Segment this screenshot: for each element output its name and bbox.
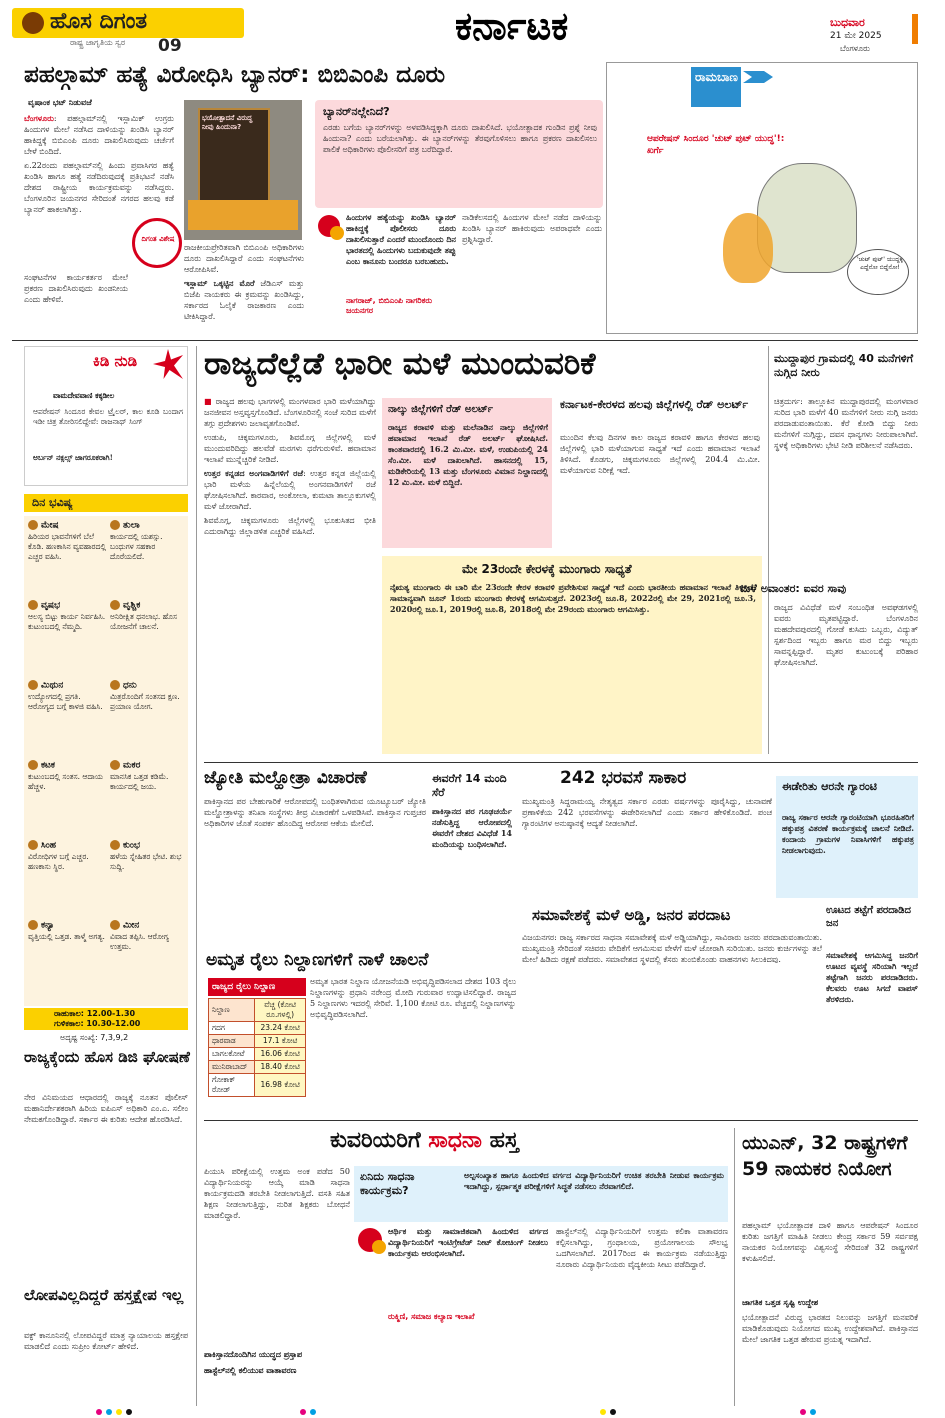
paper-name: ಹೊಸ ದಿಗಂತ (50, 9, 148, 34)
issue-date: 21 ಮೇ 2025 (830, 31, 882, 41)
jyothi-side-title: ಈವರೆಗೆ 14 ಮಂದಿ ಸೆರೆ (432, 772, 507, 799)
cartoon-label: ರಾಮಬಾಣ (695, 70, 738, 84)
lead-dateline: ಬೆಂಗಳೂರು (24, 113, 54, 123)
rain-dateline-icon: ■ (204, 396, 216, 406)
lead-column-1: ಬೆಂಗಳೂರು: ಪಹಲ್ಗಾಮ್‌ನಲ್ಲಿ ಇಸ್ಲಾಮಿಕ್ ಉಗ್ರರು ಹಿಂದುಗಳ ಮೇಲೆ ನಡೆಸಿದ ದಾಳಿಯನ್ನು ಖಂಡಿಸಿ ಬ್ಯಾನರ್ ಹಾಕಿದ್ದಕ್ಕೆ ಬಿಬಿಎಂಪಿ ದೂರು ದಾಖಲಿಸಿರುವುದು ಚರ್ಚೆಗೆ ಬೇಳೆ ಬಿಂದಿದೆ. ಏ.22ರಂದು ಪಹಲ್ಗಾಮ್‌ನಲ್ಲಿ ಹಿಂದು ಪ್ರವಾಸಿಗರ ಹತ್ಯೆ ಖಂಡಿಸಿ ಹಾಗೂ ಹತ್ಯೆ ನಡೆದಿರುವುದಕ್ಕೆ ಪ್ರತಿಭಟನೆ ನಡೆಸಿ ದೇಶದ ರಾಷ್ಟ್ರೀಯ ಕಾರ್ಯಕ್ರಮವನ್ನು ನಡೆಸಿದ್ದರು. ಬೆಂಗಳೂರಿನ ಜಯನಗರ ಸೇರಿದಂತೆ ನಗರದ ಹಲವು ಕಡೆ ಬ್ಯಾನರ್ ಹಾಕಲಾಗಿತ್ತು. (24, 113, 174, 214)
registration-mark (126, 1409, 132, 1415)
cartoon-caption: ಆಪರೇಷನ್ ಸಿಂದೂರ 'ಚುಟ್ ಪುಟ್ ಯುದ್ಧ'!: ಖರ್ಗೆ (647, 134, 785, 156)
rashi-icon (28, 680, 38, 690)
horoscope-sign: ಕುಂಭ ಹಳೆಯ ಸ್ನೇಹಿತರ ಭೇಟಿ. ಶುಭ ಸುದ್ದಿ. (110, 840, 182, 871)
rain-deaths-text: ರಾಜ್ಯದ ವಿವಿಧೆಡೆ ಮಳೆ ಸಂಬಂಧಿತ ಅವಘಡಗಳಲ್ಲಿ ಐವರು ಮೃತಪಟ್ಟಿದ್ದಾರೆ. ಬೆಂಗಳೂರಿನ ಮಹದೇವಪುರದಲ್ಲಿ ಗೋಡೆ ಕುಸಿದು ಒಬ್ಬರು, ವಿದ್ಯುತ್ ಸ್ಪರ್ಶದಿಂದ ಇಬ್ಬರು ಹಾಗೂ ಮರ ಬಿದ್ದು ಇಬ್ಬರು ಸಾವನ್ನಪ್ಪಿದ್ದಾರೆ. ಮೃತರ ಕುಟುಂಬಕ್ಕೆ ಪರಿಹಾರ ಘೋಷಿಸಲಾಗಿದೆ. (774, 603, 918, 667)
horoscope-sign: ತುಲಾ ಕಾರ್ಯದಲ್ಲಿ ಯಶಸ್ಸು. ಬಂಧುಗಳ ಸಹಕಾರ ದೊರೆಯಲಿದೆ. (110, 520, 163, 561)
kuvari-subhead-1: ಪಾಕಿಸ್ತಾನದೊಂದಿಗಿನ ಯುದ್ಧದ ಪ್ರಸ್ತಾಪ (204, 1350, 303, 1359)
rashi-icon (28, 760, 38, 770)
table-row: ಗದಗ 23.24 ಕೋಟಿ (209, 1022, 306, 1035)
registration-mark (116, 1409, 122, 1415)
samavesha-headline: ಸಮಾವೇಶಕ್ಕೆ ಮಳೆ ಅಡ್ಡಿ, ಜನರ ಪರದಾಟ (532, 906, 731, 924)
guarantee-text: ರಾಜ್ಯ ಸರ್ಕಾರ ಆರನೇ ಗ್ಯಾರಂಟಿಯಾಗಿ ಭೂರಹಿತರಿಗೆ ಹಕ್ಕುಪತ್ರ ವಿತರಣೆ ಕಾರ್ಯಕ್ರಮಕ್ಕೆ ಚಾಲನೆ ನೀಡಿದೆ. ಕಂದಾಯ ಗ್ರಾಮಗಳ ನಿವಾಸಿಗಳಿಗೆ ಹಕ್ಕುಪತ್ರ ನೀಡಲಾಗುವುದು. (782, 812, 914, 855)
kidi-title: ಕಿಡಿ ನುಡಿ (92, 353, 138, 370)
rain-subhead: ಉತ್ತರ ಕನ್ನಡದ ಅಂಗವಾಡಿಗಳಿಗೆ ರಜೆ (204, 468, 304, 478)
rahukala-band (24, 1008, 188, 1030)
guarantee-title: ಈಡೇರಿತು ಆರನೇ ಗ್ಯಾರಂಟಿ (782, 780, 877, 793)
bharavase-headline: 242 ಭರವಸೆ ಸಾಕಾರ (560, 768, 687, 788)
table-row (209, 999, 306, 1022)
samavesha-side-text: ಸಮಾವೇಶಕ್ಕೆ ಆಗಮಿಸಿದ್ದ ಜನರಿಗೆ ಊಟದ ವ್ಯವಸ್ಥೆ ಸರಿಯಾಗಿ ಇಲ್ಲದೆ ತಟ್ಟೆಗಾಗಿ ಜನರು ಪರದಾಡಿದರು. ಕೆಲವರು ಊಟ ಸಿಗದೆ ವಾಪಸ್ ತೆರಳಿದರು. (826, 950, 918, 1004)
badge-text: ದಿಗಂತ ವಿಶೇಷ (141, 235, 175, 243)
mid-rule-2 (204, 1120, 918, 1121)
lead-subtext: ಜೆಡಿಎಸ್ ಮತ್ತು ಬಿಜೆಪಿ ನಾಯಕರು ಈ ಕ್ರಮವನ್ನು ಖಂಡಿಸಿದ್ದು, ಸರ್ಕಾರದ ಓಲೈಕೆ ರಾಜಕಾರಣ ಎಂದು ಟೀಕಿಸಿದ್ದಾರೆ. (184, 279, 304, 321)
kidi-subtitle: ವಾಮದೇವವಾಣಿ ಕಕ್ಕಡೀಲ (53, 391, 115, 400)
registration-mark (610, 1409, 616, 1415)
kuvari-quote: ಆರ್ಥಿಕ ಮತ್ತು ಸಾಮಾಜಿಕವಾಗಿ ಹಿಂದುಳಿದ ವರ್ಗದ ವಿದ್ಯಾರ್ಥಿನಿಯರಿಗೆ ಇಂಟಿಗ್ರೇಟೆಡ್ ನೀಟ್ ಕೋಚಿಂಗ್ ನೀಡಲು ಕಾರ್ಯಕ್ರಮ ಆರಂಭಿಸಲಾಗಿದೆ. (388, 1227, 548, 1258)
rahukala: ರಾಹುಕಾಲ: 12.00-1.30 (54, 1009, 136, 1018)
jyothi-text: ಪಾಕಿಸ್ತಾನದ ಪರ ಬೇಹುಗಾರಿಕೆ ಆರೋಪದಲ್ಲಿ ಬಂಧಿತಳಾಗಿರುವ ಯೂಟ್ಯೂಬರ್ ಜ್ಯೋತಿ ಮಲ್ಹೋತ್ರಾಳನ್ನು ತನಿಖಾ ಸಂಸ್ಥೆಗಳು ತೀವ್ರ ವಿಚಾರಣೆಗೆ ಒಳಪಡಿಸಿವೆ. ಪಾಕಿಸ್ತಾನ ಗುಪ್ತಚರ ಅಧಿಕಾರಿಗಳ ಜೊತೆ ಸಂಪರ್ಕ ಹೊಂದಿದ್ದ ಆರೋಪ ಆಕೆಯ ಮೇಲಿದೆ. (204, 797, 426, 828)
mudda-text: ಚಿತ್ರದುರ್ಗ: ತಾಲ್ಲೂಕಿನ ಮುದ್ದಾಪುರದಲ್ಲಿ ಮಂಗಳವಾರ ಸುರಿದ ಭಾರಿ ಮಳೆಗೆ 40 ಮನೆಗಳಿಗೆ ನೀರು ನುಗ್ಗಿ ಜನರು ಪರದಾಡುವಂತಾಯಿತು. ಕೆರೆ ಕೋಡಿ ಬಿದ್ದು ನೀರು ಮನೆಗಳಿಗೆ ನುಗ್ಗಿದ್ದು, ದವಸ ಧಾನ್ಯಗಳು ನೀರುಪಾಲಾಗಿವೆ. ಸ್ಥಳಕ್ಕೆ ಅಧಿಕಾರಿಗಳು ಭೇಟಿ ನೀಡಿ ಪರಿಶೀಲನೆ ನಡೆಸಿದರು. (774, 397, 918, 450)
masthead-accent-bar (912, 14, 918, 44)
horoscope-sign: ಕನ್ಯಾ ವೃತ್ತಿಯಲ್ಲಿ ಒತ್ತಡ. ತಾಳ್ಮೆ ಅಗತ್ಯ. (28, 920, 105, 941)
kuvari-text: ಪಿಯುಸಿ ಪರೀಕ್ಷೆಯಲ್ಲಿ ಉತ್ತಮ ಅಂಕ ಪಡೆದ 50 ವಿದ್ಯಾರ್ಥಿನಿಯರನ್ನು ಆಯ್ಕೆ ಮಾಡಿ ಸಾಧನಾ ಕಾರ್ಯಕ್ರಮದಡಿ ತರಬೇತಿ ನೀಡಲಾಗುತ್ತಿದೆ. ವಸತಿ ಸಹಿತ ಶಿಕ್ಷಣ ನೀಡಲಾಗುತ್ತಿದ್ದು, ನುರಿತ ಶಿಕ್ಷಕರು ಬೋಧನೆ ಮಾಡಲಿದ್ದಾರೆ. (204, 1167, 350, 1220)
mid-rule-1 (204, 762, 918, 763)
un-text: ಪಹಲ್ಗಾಮ್ ಭಯೋತ್ಪಾದಕ ದಾಳಿ ಹಾಗೂ ಆಪರೇಷನ್ ಸಿಂದೂರ ಕುರಿತು ಜಗತ್ತಿಗೆ ಮಾಹಿತಿ ನೀಡಲು ಕೇಂದ್ರ ಸರ್ಕಾರ 59 ಸರ್ವಪಕ್ಷ ನಾಯಕರ ನಿಯೋಗವನ್ನು ವಿಶ್ವಸಂಸ್ಥೆ ಸೇರಿದಂತೆ 32 ರಾಷ್ಟ್ರಗಳಿಗೆ ಕಳುಹಿಸಲಿದೆ. (742, 1221, 918, 1263)
horoscope-col-right (110, 520, 186, 1000)
jyothi-side-text: ಪಾಕಿಸ್ತಾನದ ಪರ ಗೂಢಚರ್ಯೆ ನಡೆಸುತ್ತಿದ್ದ ಆರೋಪದಲ್ಲಿ ಈವರೆಗೆ ದೇಶದ ವಿವಿಧೆಡೆ 14 ಮಂದಿಯನ್ನು ಬಂಧಿಸಲಾಗಿದೆ. (432, 806, 512, 849)
lopa-text: ವಕ್ಫ್ ಕಾನೂನಿನಲ್ಲಿ ಲೋಪವಿದ್ದರೆ ಮಾತ್ರ ನ್ಯಾಯಾಲಯ ಹಸ್ತಕ್ಷೇಪ ಮಾಡಲಿದೆ ಎಂದು ಸುಪ್ರೀಂ ಕೋರ್ಟ್ ಹೇಳಿದೆ. (24, 1331, 188, 1351)
kuvari-quote-author: ರುಕ್ಮಿಣಿ, ಸಮಾಜ ಕಲ್ಯಾಣ ಇಲಾಖೆ (388, 1312, 475, 1321)
rain-deaths-title: ಮಳೆ ಅವಾಂತರ: ಐವರ ಸಾವು (740, 582, 847, 595)
table-row: ಧಾರವಾಡ 17.1 ಕೋಟಿ (209, 1035, 306, 1048)
rain-para-2: ಉಡುಪಿ, ಚಿಕ್ಕಮಗಳೂರು, ಶಿವಮೊಗ್ಗ ಜಿಲ್ಲೆಗಳಲ್ಲಿ ಮಳೆ ಮುಂದುವರಿದಿದ್ದು ಹಲವೆಡೆ ಮರಗಳು ಧರೆಗುರುಳಿವೆ. ಹವಾಮಾನ ಇಲಾಖೆ ಮುನ್ನೆಚ್ಚರಿಕೆ ನೀಡಿದೆ. (204, 433, 376, 464)
red-alert-box (382, 398, 552, 548)
paper-tagline: ರಾಷ್ಟ್ರ ಜಾಗೃತಿಯ ಸ್ವರ (70, 38, 126, 47)
rashi-icon (110, 680, 120, 690)
table-header-cell: ನಿಲ್ದಾಣ (209, 999, 255, 1022)
sidebar-divider (196, 346, 197, 1406)
dgp-headline: ರಾಜ್ಯಕ್ಕೆಂದು ಹೊಸ ಡಿಜಿ ಘೋಷಣೆ (24, 1048, 190, 1066)
rail-table (208, 998, 306, 1097)
quote-icon-dot (330, 226, 344, 240)
lead-para-2: ಏ.22ರಂದು ಪಹಲ್ಗಾಮ್‌ನಲ್ಲಿ ಹಿಂದು ಪ್ರವಾಸಿಗರ ಹತ್ಯೆ ಖಂಡಿಸಿ ಹಾಗೂ ಹತ್ಯೆ ನಡೆದಿರುವುದಕ್ಕೆ ಪ್ರತಿಭಟನೆ ನಡೆಸಿ ದೇಶದ ರಾಷ್ಟ್ರೀಯ ಕಾರ್ಯಕ್ರಮವನ್ನು ನಡೆಸಿದ್ದರು. ಬೆಂಗಳೂರಿನ ಜಯನಗರ ಸೇರಿದಂತೆ ನಗರದ ಹಲವು ಕಡೆ ಬ್ಯಾನರ್ ಹಾಕಲಾಗಿತ್ತು. (24, 161, 174, 214)
lead-byline: ವೃಷಾಂಕ ಭಟ್ ನಿಡುವಜೆ (28, 98, 92, 107)
bharavase-text: ಮುಖ್ಯಮಂತ್ರಿ ಸಿದ್ದರಾಮಯ್ಯ ನೇತೃತ್ವದ ಸರ್ಕಾರ ಎರಡು ವರ್ಷಗಳನ್ನು ಪೂರೈಸಿದ್ದು, ಚುನಾವಣೆ ಪ್ರಣಾಳಿಕೆಯ 242 ಭರವಸೆಗಳನ್ನು ಈಡೇರಿಸಲಾಗಿದೆ ಎಂದು ಸರ್ಕಾರ ಹೇಳಿಕೊಂಡಿದೆ. ಪಂಚ ಗ್ಯಾರಂಟಿಗಳ ಅನುಷ್ಠಾನಕ್ಕೆ ಆದ್ಯತೆ ನೀಡಲಾಗಿದೆ. (522, 797, 772, 828)
rail-table-title: ರಾಜ್ಯದ ರೈಲು ನಿಲ್ದಾಣ (208, 978, 306, 996)
lead-para-4: ಸಂಘಟನೆಗಳ ಕಾರ್ಯಕರ್ತರ ಮೇಲೆ ಪ್ರಕರಣ ದಾಖಲಿಸಿರುವುದು ಖಂಡನೀಯ ಎಂದು ಹೇಳಿವೆ. (24, 273, 128, 304)
horoscope-band (24, 494, 188, 512)
red-alert-text: ರಾಜ್ಯದ ಕರಾವಳಿ ಮತ್ತು ಮಲೆನಾಡಿನ ನಾಲ್ಕು ಜಿಲ್ಲೆಗಳಿಗೆ ಹವಾಮಾನ ಇಲಾಖೆ ರೆಡ್ ಅಲರ್ಟ್ ಘೋಷಿಸಿದೆ. ಕಾಂತವಾರದಲ್ಲಿ 16.2 ಮಿ.ಮೀ. ಮಳೆ, ಉಡುಪಿಯಲ್ಲಿ 24 ಸೆಂ.ಮೀ. ಮಳೆ ದಾಖಲಾಗಿದೆ. ಹಾಸನದಲ್ಲಿ 15, ಮಡಿಕೇರಿಯಲ್ಲಿ 13 ಮತ್ತು ಬೆಂಗಳೂರು ವಿಮಾನ ನಿಲ್ದಾಣದಲ್ಲಿ 12 ಮಿ.ಮೀ. ಮಳೆ ಬಿದ್ದಿದೆ. (388, 422, 548, 487)
kuvari-headline (330, 1128, 710, 1160)
jyothi-side-box (430, 770, 514, 946)
lopa-headline: ಲೋಪವಿಲ್ಲದಿದ್ದರೆ ಹಸ್ತಕ್ಷೇಪ ಇಲ್ಲ (24, 1286, 184, 1304)
kidi-text: ಆಪರೇಷನ್ ಸಿಂದೂರ ಕೇವಲ ಟ್ರೈಲರ್, ಕಾಲ ಕೂಡಿ ಬಂದಾಗ ಇಡೀ ಚಿತ್ರ ತೋರಿಸಲಿದ್ದೇವೆ: ರಾಜನಾಥ್ ಸಿಂಗ್ (33, 407, 183, 426)
table-row: ಬಾಗಲಕೋಟೆ 16.06 ಕೋಟಿ (209, 1048, 306, 1061)
un-subhead: ಜಾಗತಿಕ ಒತ್ತಡ ಸೃಷ್ಟಿ ಉದ್ದೇಶ (742, 1298, 819, 1307)
banner-box-text: ಎರಡು ಬಗೆಯ ಬ್ಯಾನರ್‌ಗಳನ್ನು ಅಳವಡಿಸಿದ್ದಕ್ಕಾಗಿ ದೂರು ದಾಖಲಿಸಿದೆ. ಭಯೋತ್ಪಾದಕ ಗುಂಡಿನ ಪ್ರಶ್ನೆ ನೀವು ಹಿಂದುನಾ? ಎಂದು ಬರೆಯಲಾಗಿತ್ತು. ಈ ಬ್ಯಾನರ್‌ಗಳನ್ನು ತೆರವುಗೊಳಿಸಲು ಹಾಗೂ ಪ್ರಕರಣ ದಾಖಲಿಸಲು ಪಾಲಿಕೆ ಅಧಿಕಾರಿಗಳು ಪೊಲೀಸರಿಗೆ ಪತ್ರ ಬರೆದಿದ್ದಾರೆ. (323, 123, 597, 154)
issue-day: ಬುಧವಾರ (830, 16, 865, 29)
registration-mark (106, 1409, 112, 1415)
lead-para-3: ರಾಜಕೀಯಪ್ರೇರಿತವಾಗಿ ಬಿಬಿಎಂಪಿ ಅಧಿಕಾರಿಗಳು ದೂರು ದಾಖಲಿಸಿದ್ದಾರೆ ಎಂದು ಸಂಘಟನೆಗಳು ಆರೋಪಿಸಿವೆ. (184, 243, 304, 274)
rain-headline: ರಾಜ್ಯದೆಲ್ಲೆಡೆ ಭಾರೀ ಮಳೆ ಮುಂದುವರಿಕೆ (204, 346, 596, 382)
jyothi-headline: ಜ್ಯೋತಿ ಮಲ್ಹೋತ್ರಾ ವಿಚಾರಣೆ (204, 768, 367, 788)
banner-photo-barricade (188, 200, 298, 230)
table-header-cell: ವೆಚ್ಚ (ಕೋಟಿ ರೂ.ಗಳಲ್ಲಿ) (255, 999, 306, 1022)
kuvari-subhead-2: ಹಾಸ್ಟೆಲ್‌ನಲ್ಲಿ ಕಲಿಯುವ ವಾತಾವರಣ (204, 1366, 297, 1375)
rain-column: ■ ರಾಜ್ಯದ ಹಲವು ಭಾಗಗಳಲ್ಲಿ ಮಂಗಳವಾರ ಭಾರಿ ಮಳೆಯಾಗಿದ್ದು ಜನಜೀವನ ಅಸ್ತವ್ಯಸ್ತಗೊಂಡಿದೆ. ಬೆಂಗಳೂರಿನಲ್ಲಿ ಸಂಜೆ ಸುರಿದ ಮಳೆಗೆ ತಗ್ಗು ಪ್ರದೇಶಗಳು ಜಲಾವೃತಗೊಂಡಿವೆ. ಉಡುಪಿ, ಚಿಕ್ಕಮಗಳೂರು, ಶಿವಮೊಗ್ಗ ಜಿಲ್ಲೆಗಳಲ್ಲಿ ಮಳೆ ಮುಂದುವರಿದಿದ್ದು ಹಲವೆಡೆ ಮರಗಳು ಧರೆಗುರುಳಿವೆ. ಹವಾಮಾನ ಇಲಾಖೆ ಮುನ್ನೆಚ್ಚರಿಕೆ ನೀಡಿದೆ. ಉತ್ತರ ಕನ್ನಡದ ಅಂಗವಾಡಿಗಳಿಗೆ ರಜೆ: ಉತ್ತರ ಕನ್ನಡ ಜಿಲ್ಲೆಯಲ್ಲಿ ಭಾರಿ ಮಳೆಯ ಹಿನ್ನೆಲೆಯಲ್ಲಿ ಅಂಗನವಾಡಿಗಳಿಗೆ ರಜೆ ಘೋಷಿಸಲಾಗಿದೆ. ಕಾರವಾರ, ಅಂಕೋಲಾ, ಕುಮಟಾ ತಾಲ್ಲೂಕುಗಳಲ್ಲಿ ಮಳೆ ಜೋರಾಗಿದೆ. ಶಿವಮೊಗ್ಗ, ಚಿಕ್ಕಮಗಳೂರು ಜಿಲ್ಲೆಗಳಲ್ಲಿ ಭೂಕುಸಿತದ ಭೀತಿ ಎದುರಾಗಿದ್ದು ಜಿಲ್ಲಾಡಳಿತ ಎಚ್ಚರಿಕೆ ವಹಿಸಿದೆ. (204, 396, 376, 536)
rashi-icon (28, 840, 38, 850)
kuvari-box-title: ಏನಿದು ಸಾಧನಾ ಕಾರ್ಯಕ್ರಮ? (360, 1170, 415, 1197)
rashi-icon (110, 600, 120, 610)
banner-box-text-2: ನಾಡಿಕೆಲಸದಲ್ಲಿ ಹಿಂದುಗಳ ಮೇಲೆ ನಡೆದ ದಾಳಿಯನ್ನು ಖಂಡಿಸಿ ಬ್ಯಾನರ್ ಹಾಕಿರುವುದು ಅಪರಾಧವೇ ಎಂದು ಪ್ರಶ್ನಿಸಿದ್ದಾರೆ. (462, 213, 602, 244)
cartoon-speech-bubble (847, 249, 909, 295)
rain-para-1: ರಾಜ್ಯದ ಹಲವು ಭಾಗಗಳಲ್ಲಿ ಮಂಗಳವಾರ ಭಾರಿ ಮಳೆಯಾಗಿದ್ದು ಜನಜೀವನ ಅಸ್ತವ್ಯಸ್ತಗೊಂಡಿದೆ. ಬೆಂಗಳೂರಿನಲ್ಲಿ ಸಂಜೆ ಸುರಿದ ಮಳೆಗೆ ತಗ್ಗು ಪ್ರದೇಶಗಳು ಜಲಾವೃತಗೊಂಡಿವೆ. (204, 397, 376, 428)
horoscope-sign: ಮಕರ ಮಾನಸಿಕ ಒತ್ತಡ ಕಡಿಮೆ. ಕಾರ್ಯದಲ್ಲಿ ಜಯ. (110, 760, 169, 791)
guarantee-box (776, 776, 918, 898)
horoscope-sign: ಮಿಥುನ ಉದ್ಯೋಗದಲ್ಲಿ ಪ್ರಗತಿ. ಆರೋಗ್ಯದ ಬಗ್ಗೆ ಕಾಳಜಿ ವಹಿಸಿ. (28, 680, 103, 711)
monsoon-title: ಮೇ 23ರಂದೇ ಕೇರಳಕ್ಕೆ ಮುಂಗಾರು ಸಾಧ್ಯತೆ (462, 562, 632, 576)
paper-logo-icon (22, 12, 44, 34)
kuvari-text-2: ಹಾಸ್ಟೆಲ್‌ನಲ್ಲಿ ವಿದ್ಯಾರ್ಥಿನಿಯರಿಗೆ ಉತ್ತಮ ಕಲಿಕಾ ವಾತಾವರಣ ಕಲ್ಪಿಸಲಾಗಿದ್ದು, ಗ್ರಂಥಾಲಯ, ಪ್ರಯೋಗಾಲಯ ಸೌಲಭ್ಯ ಒದಗಿಸಲಾಗಿದೆ. 2017ರಿಂದ ಈ ಕಾರ್ಯಕ್ರಮ ನಡೆಯುತ್ತಿದ್ದು ನೂರಾರು ವಿದ್ಯಾರ್ಥಿನಿಯರು ವೈದ್ಯಕೀಯ ಸೀಟು ಪಡೆದಿದ್ದಾರೆ. (556, 1227, 728, 1269)
banner-info-box (315, 100, 603, 208)
cartoon-arrow-icon (743, 71, 773, 83)
top-section-rule (12, 340, 918, 341)
horoscope-sign: ಧನು ಮಿತ್ರರೊಂದಿಗೆ ಸಂತಸದ ಕ್ಷಣ. ಪ್ರಯಾಣ ಯೋಗ. (110, 680, 180, 711)
registration-mark (300, 1409, 306, 1415)
section-title: ಕರ್ನಾಟಕ (455, 4, 569, 48)
banner-photo-text: ಭಯೋತ್ಪಾದನೆ ವಿರುದ್ಧ ನೀವು ಹಿಂದುನಾ? (202, 114, 253, 131)
red-alert-title: ನಾಲ್ಕು ಜಿಲ್ಲೆಗಳಿಗೆ ರೆಡ್ ಅಲರ್ಟ್ (388, 404, 493, 415)
kuvari-headline-highlight: ಸಾಧನಾ (428, 1128, 482, 1153)
amrut-text: ಅಮೃತ ಭಾರತ ನಿಲ್ದಾಣ ಯೋಜನೆಯಡಿ ಅಭಿವೃದ್ಧಿಪಡಿಸಲಾದ ದೇಶದ 103 ರೈಲು ನಿಲ್ದಾಣಗಳನ್ನು ಪ್ರಧಾನಿ ನರೇಂದ್ರ ಮೋದಿ ಗುರುವಾರ ಉದ್ಘಾಟಿಸಲಿದ್ದಾರೆ. ರಾಜ್ಯದ 5 ನಿಲ್ದಾಣಗಳು ಇದರಲ್ಲಿ ಸೇರಿವೆ. 1,100 ಕೋಟಿ ರೂ. ವೆಚ್ಚದಲ್ಲಿ ನಿಲ್ದಾಣಗಳನ್ನು ಅಭಿವೃದ್ಧಿಪಡಿಸಲಾಗಿದೆ. (310, 977, 516, 1019)
kerala-text: ಮುಂದಿನ ಕೆಲವು ದಿನಗಳ ಕಾಲ ರಾಜ್ಯದ ಕರಾವಳಿ ಹಾಗೂ ಕೇರಳದ ಹಲವು ಜಿಲ್ಲೆಗಳಲ್ಲಿ ಭಾರಿ ಮಳೆಯಾಗುವ ಸಾಧ್ಯತೆ ಇದೆ ಎಂದು ಹವಾಮಾನ ಇಲಾಖೆ ತಿಳಿಸಿದೆ. ಕೊಡಗು, ಚಿಕ್ಕಮಗಳೂರು ಜಿಲ್ಲೆಗಳಲ್ಲಿ 204.4 ಮಿ.ಮೀ. ಮಳೆಯಾಗುವ ನಿರೀಕ್ಷೆ ಇದೆ. (560, 433, 760, 475)
rashi-icon (28, 520, 38, 530)
rashi-icon (110, 520, 120, 530)
lead-subhead: ಇಸ್ಲಾಮ್ ಒಕ್ಕಟ್ಟಿನ ಮೊರೆ (184, 278, 255, 288)
horoscope-title: ದಿನ ಭವಿಷ್ಯ (32, 496, 73, 509)
lead-headline: ಪಹಲ್ಗಾಮ್ ಹತ್ಯೆ ವಿರೋಧಿಸಿ ಬ್ಯಾನರ್: ಬಿಬಿಎಂಪಿ ದೂರು (24, 62, 446, 88)
registration-mark (600, 1409, 606, 1415)
lucky-number: ಅದೃಷ್ಟ ಸಂಖ್ಯೆ: 7,3,9,2 (60, 1033, 129, 1042)
horoscope-sign: ವೃಶ್ಚಿಕ ಅನಿರೀಕ್ಷಿತ ಧನಲಾಭ. ಹೊಸ ಯೋಜನೆಗೆ ಚಾಲನೆ. (110, 600, 177, 631)
rashi-icon (110, 840, 120, 850)
registration-mark (96, 1409, 102, 1415)
kidi-spark-icon (153, 349, 183, 379)
registration-mark (310, 1409, 316, 1415)
kidi-reply: ಅರ್ಬನ್ ನಕ್ಸಲ್ಸ್ ಜಾಗರೂಕರಾಗಿ! (33, 453, 113, 462)
issue-city: ಬೆಂಗಳೂರು (840, 44, 870, 53)
registration-mark (810, 1409, 816, 1415)
lead-column-1b (24, 272, 128, 337)
samavesha-side-title: ಊಟದ ತಟ್ಟೆಗೆ ಪರದಾಡಿದ ಜನ (826, 905, 911, 929)
rashi-icon (110, 760, 120, 770)
lead-para-1: ಪಹಲ್ಗಾಮ್‌ನಲ್ಲಿ ಇಸ್ಲಾಮಿಕ್ ಉಗ್ರರು ಹಿಂದುಗಳ ಮೇಲೆ ನಡೆಸಿದ ದಾಳಿಯನ್ನು ಖಂಡಿಸಿ ಬ್ಯಾನರ್ ಹಾಕಿದ್ದಕ್ಕೆ ಬಿಬಿಎಂಪಿ ದೂರು ದಾಖಲಿಸಿರುವುದು ಚರ್ಚೆಗೆ ಬೇಳೆ ಬಿಂದಿದೆ. (24, 114, 174, 156)
gulika: ಗುಳಿಕಕಾಲ: 10.30-12.00 (54, 1019, 141, 1028)
table-row: ಮುನಿರಾಬಾದ್ 18.40 ಕೋಟಿ (209, 1061, 306, 1074)
table-row: ಗೋಕಾಕ್ ರೋಡ್ 16.98 ಕೋಟಿ (209, 1074, 306, 1097)
horoscope-sign: ವೃಷಭ ಆಲಸ್ಯ ಬಿಟ್ಟು ಕಾರ್ಯ ನಿರ್ವಹಿಸಿ. ಕುಟುಂಬದಲ್ಲಿ ನೆಮ್ಮದಿ. (28, 600, 106, 631)
un-divider (734, 1128, 735, 1406)
horoscope-sign: ಮೇಷ ಹಿರಿಯರ ಭಾವನೆಗಳಿಗೆ ಬೆಲೆ ಕೊಡಿ. ಹಣಕಾಸಿನ ವ್ಯವಹಾರದಲ್ಲಿ ಎಚ್ಚರ ವಹಿಸಿ. (28, 520, 107, 561)
monsoon-box (382, 556, 762, 754)
kuvari-box-text: ಅಲ್ಪಸಂಖ್ಯಾತ ಹಾಗೂ ಹಿಂದುಳಿದ ವರ್ಗದ ವಿದ್ಯಾರ್ಥಿನಿಯರಿಗೆ ಉಚಿತ ತರಬೇತಿ ನೀಡುವ ಕಾರ್ಯಕ್ರಮ ಇದಾಗಿದ್ದು, ಸ್ಪರ್ಧಾತ್ಮಕ ಪರೀಕ್ಷೆಗಳಿಗೆ ಸಿದ್ಧತೆ ನಡೆಸಲು ನೆರವಾಗಲಿದೆ. (464, 1170, 724, 1191)
rashi-icon (110, 920, 120, 930)
mudda-title: ಮುದ್ದಾಪುರ ಗ್ರಾಮದಲ್ಲಿ 40 ಮನೆಗಳಿಗೆ ನುಗ್ಗಿದ ನೀರು (774, 352, 914, 379)
horoscope-sign: ಕಟಕ ಕುಟುಂಬದಲ್ಲಿ ಸಂತಸ. ಆದಾಯ ಹೆಚ್ಚಳ. (28, 760, 103, 791)
kuvari-quote-icon-dot (372, 1240, 386, 1254)
masthead (0, 0, 945, 56)
horoscope-col-left (28, 520, 108, 1000)
un-headline: ಯುಎನ್, 32 ರಾಷ್ಟ್ರಗಳಿಗೆ 59 ನಾಯಕರ ನಿಯೋಗ (742, 1132, 908, 1180)
amrut-headline: ಅಮೃತ ರೈಲು ನಿಲ್ದಾಣಗಳಿಗೆ ನಾಳೆ ಚಾಲನೆ (206, 950, 429, 970)
rashi-icon (28, 920, 38, 930)
rain-right-divider (768, 346, 769, 754)
horoscope-sign: ಮೀನ ವಿವಾದ ತಪ್ಪಿಸಿ. ಆರೋಗ್ಯ ಉತ್ತಮ. (110, 920, 169, 951)
kidi-nudi-box (24, 346, 188, 486)
horoscope-sign: ಸಿಂಹ ವಿರೋಧಿಗಳ ಬಗ್ಗೆ ಎಚ್ಚರ. ಹಣಕಾಸು ಸ್ಥಿರ. (28, 840, 89, 871)
samavesha-text: ವಿಜಯನಗರ: ರಾಜ್ಯ ಸರ್ಕಾರದ ಸಾಧನಾ ಸಮಾವೇಶಕ್ಕೆ ಮಳೆ ಅಡ್ಡಿಯಾಗಿದ್ದು, ಸಾವಿರಾರು ಜನರು ಪರದಾಡುವಂತಾಯಿತು. ಮುಖ್ಯಮಂತ್ರಿ ಸೇರಿದಂತೆ ಸಚಿವರು ವೇದಿಕೆಗೆ ಆಗಮಿಸುವ ವೇಳೆಗೆ ಮಳೆ ಜೋರಾಗಿ ಸುರಿಯಿತು. ಜನರು ಕುರ್ಚಿಗಳನ್ನು ತಲೆ ಮೇಲೆ ಹಿಡಿದು ರಕ್ಷಣೆ ಪಡೆದರು. ಸಮಾವೇಶದ ಸ್ಥಳದಲ್ಲಿ ಕೆಸರು ತುಂಬಿಕೊಂಡು ವಾಹನಗಳು ಸಿಲುಕಿದವು. (522, 933, 822, 964)
horoscope-grid (24, 516, 188, 1006)
rail-station-table (208, 978, 306, 1108)
rain-para-3: ಉತ್ತರ ಕನ್ನಡ ಜಿಲ್ಲೆಯಲ್ಲಿ ಭಾರಿ ಮಳೆಯ ಹಿನ್ನೆಲೆಯಲ್ಲಿ ಅಂಗನವಾಡಿಗಳಿಗೆ ರಜೆ ಘೋಷಿಸಲಾಗಿದೆ. ಕಾರವಾರ, ಅಂಕೋಲಾ, ಕುಮಟಾ ತಾಲ್ಲೂಕುಗಳಲ್ಲಿ ಮಳೆ ಜೋರಾಗಿದೆ. (204, 469, 376, 511)
cartoon-panel (606, 62, 918, 334)
banner-quote-author: ನಾಗರಾಜ್, ಬಿಬಿಎಂಪಿ ನಾಗರಿಕರು ಜಯನಗರ (346, 296, 432, 315)
lead-column-2 (184, 242, 304, 337)
rain-para-4: ಶಿವಮೊಗ್ಗ, ಚಿಕ್ಕಮಗಳೂರು ಜಿಲ್ಲೆಗಳಲ್ಲಿ ಭೂಕುಸಿತದ ಭೀತಿ ಎದುರಾಗಿದ್ದು ಜಿಲ್ಲಾಡಳಿತ ಎಚ್ಚರಿಕೆ ವಹಿಸಿದೆ. (204, 516, 376, 536)
rashi-icon (28, 600, 38, 610)
banner-quote: ಹಿಂದುಗಳ ಹತ್ಯೆಯನ್ನು ಖಂಡಿಸಿ ಬ್ಯಾನರ್ ಹಾಕಿದ್ದಕ್ಕೆ ಪೊಲೀಸರು ದೂರು ದಾಖಲಿಸುತ್ತಾರೆ ಎಂದರೆ ಮುಂದೊಂದು ದಿನ ಭಾರತದಲ್ಲಿ ಹಿಂದುಗಳು ಬದುಕುವುದೇ ತಪ್ಪು ಎಂಬ ಕಾನೂನು ಬಂದರೂ ಬರಬಹುದು. (346, 213, 456, 266)
page-number: 09 (158, 36, 182, 56)
kerala-title: ಕರ್ನಾಟಕ-ಕೇರಳದ ಹಲವು ಜಿಲ್ಲೆಗಳಲ್ಲಿ ರೆಡ್ ಅಲರ್ಟ್ (560, 398, 749, 411)
cartoon-flame-icon (723, 213, 773, 283)
monsoon-text: ನೈಋತ್ಯ ಮುಂಗಾರು ಈ ಬಾರಿ ಮೇ 23ರಂದೇ ಕೇರಳ ಕರಾವಳಿ ಪ್ರವೇಶಿಸುವ ಸಾಧ್ಯತೆ ಇದೆ ಎಂದು ಭಾರತೀಯ ಹವಾಮಾನ ಇಲಾಖೆ ತಿಳಿಸಿದೆ. ಸಾಮಾನ್ಯವಾಗಿ ಜೂನ್ 1ರಂದು ಮುಂಗಾರು ಕೇರಳಕ್ಕೆ ಆಗಮಿಸುತ್ತದೆ. 2023ರಲ್ಲಿ ಜೂ.8, 2022ರಲ್ಲಿ ಮೇ 29, 2021ರಲ್ಲಿ ಜೂ.3, 2020ರಲ್ಲಿ ಜೂ.1, 2019ರಲ್ಲಿ ಜೂ.8, 2018ರಲ್ಲಿ ಮೇ 29ರಂದು ಮುಂಗಾರು ಆಗಮಿಸಿತ್ತು. (390, 582, 756, 614)
lead-photo (184, 100, 302, 240)
un-text-2: ಭಯೋತ್ಪಾದನೆ ವಿರುದ್ಧ ಭಾರತದ ನಿಲುವನ್ನು ಜಗತ್ತಿಗೆ ಮನವರಿಕೆ ಮಾಡಿಕೊಡುವುದು ನಿಯೋಗದ ಮುಖ್ಯ ಉದ್ದೇಶವಾಗಿದೆ. ಪಾಕಿಸ್ತಾನದ ಮೇಲೆ ಜಾಗತಿಕ ಒತ್ತಡ ಹೇರುವ ಪ್ರಯತ್ನ ಇದಾಗಿದೆ. (742, 1313, 918, 1344)
digantha-vishesha-badge (132, 218, 182, 268)
registration-mark (800, 1409, 806, 1415)
kuvari-info-box (354, 1166, 728, 1222)
cartoon-bubble-text: 'ಚುಟ್ ಪುಟ್' ಯುದ್ಧಕ್ಕೆ ಎದ್ದೆನೋ ಬಿದ್ದೆನೋ! (857, 256, 903, 271)
kuvari-headline-text: ಕುವರಿಯರಿಗೆ ಸಾಧನಾ ಹಸ್ತ (330, 1128, 519, 1153)
banner-box-title: ಬ್ಯಾನರ್‌ನಲ್ಲೇನಿದೆ? (323, 105, 390, 118)
dgp-text: ನೇರ ವಿನಿಮಯದ ಆಧಾರದಲ್ಲಿ ರಾಜ್ಯಕ್ಕೆ ನೂತನ ಪೊಲೀಸ್ ಮಹಾನಿರ್ದೇಶಕರಾಗಿ ಹಿರಿಯ ಐಪಿಎಸ್ ಅಧಿಕಾರಿ ಎಂ.ಎ. ಸಲೀಂ ನೇಮಕಗೊಂಡಿದ್ದಾರೆ. ಸರ್ಕಾರ ಈ ಕುರಿತು ಆದೇಶ ಹೊರಡಿಸಿದೆ. (24, 1093, 188, 1124)
